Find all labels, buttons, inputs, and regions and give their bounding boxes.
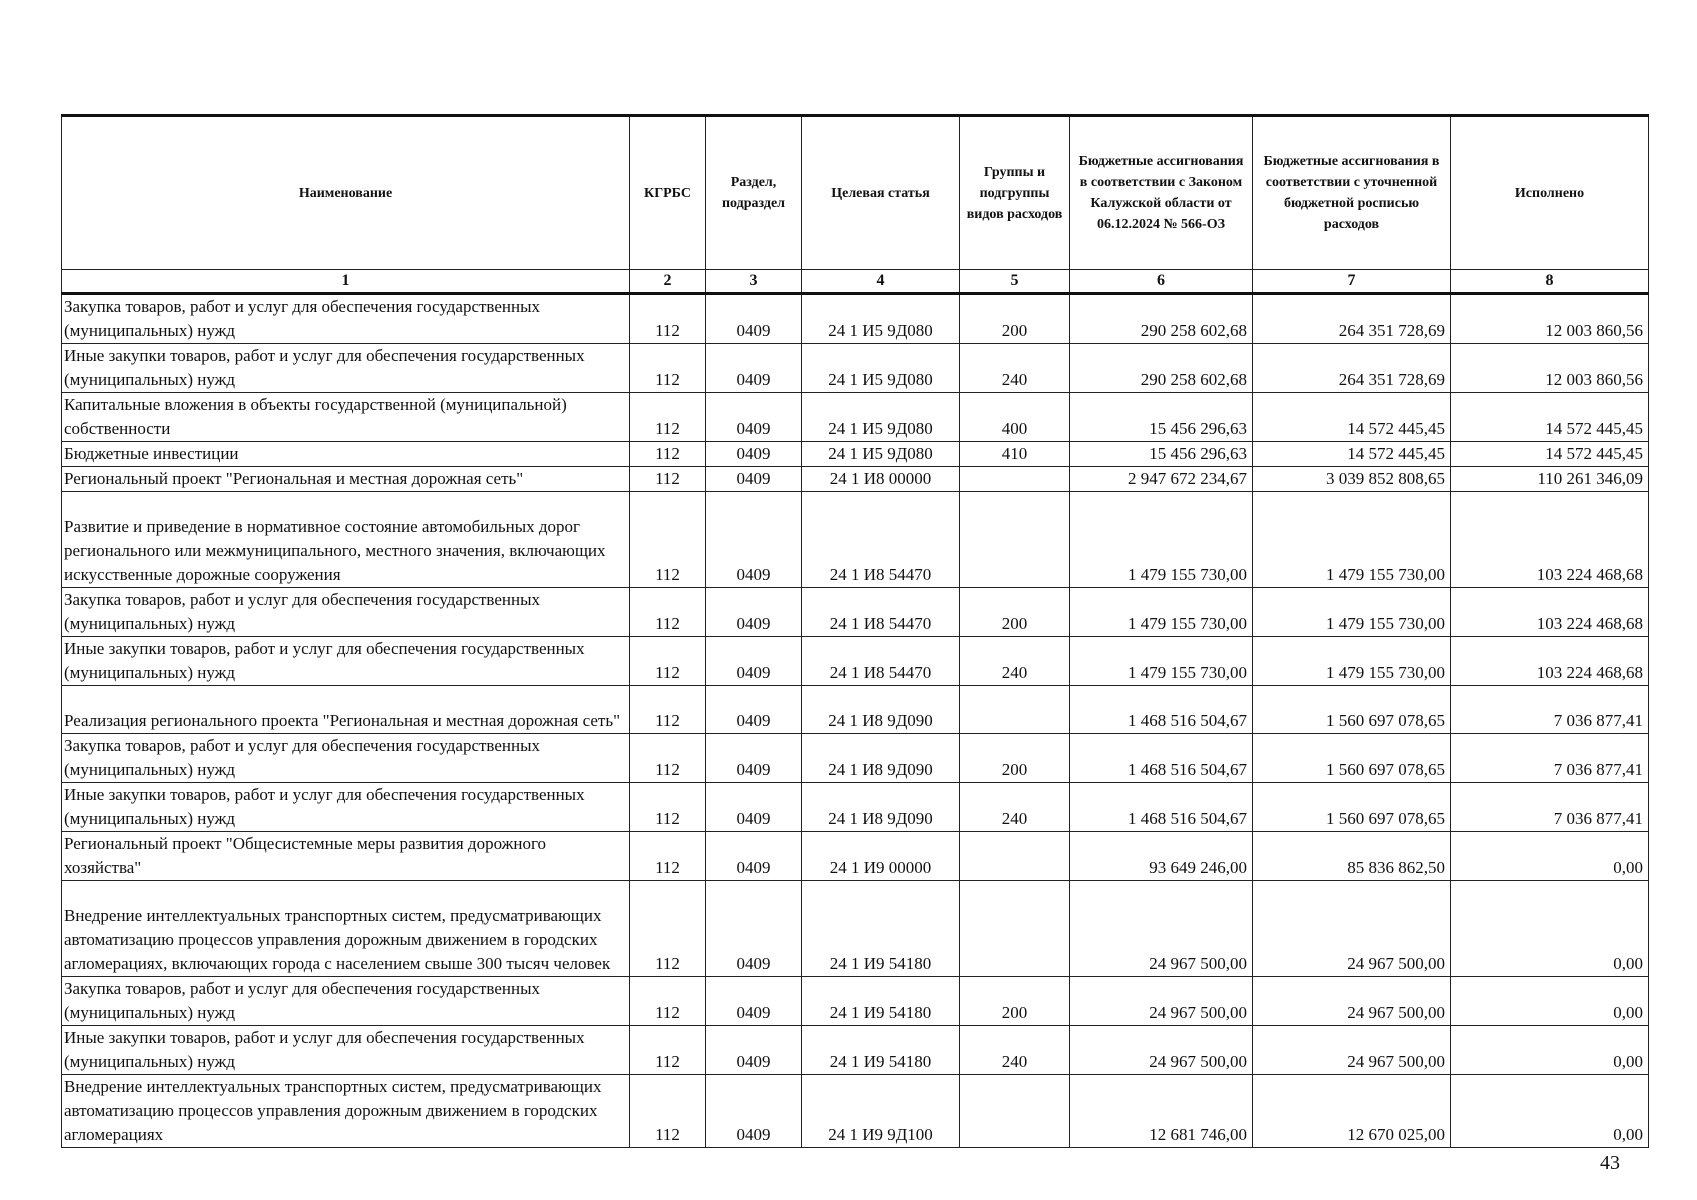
row-refined-amount: 264 351 728,69 xyxy=(1253,294,1451,344)
row-kgrbs: 112 xyxy=(630,467,706,492)
row-target-article: 24 1 И5 9Д080 xyxy=(802,344,960,393)
row-kgrbs: 112 xyxy=(630,881,706,977)
row-name: Закупка товаров, работ и услуг для обеспечения государственных (муниципальных) нужд xyxy=(62,588,630,637)
row-executed-amount: 0,00 xyxy=(1451,1075,1649,1148)
row-kgrbs: 112 xyxy=(630,294,706,344)
table-row xyxy=(62,686,1649,734)
row-refined-amount: 24 967 500,00 xyxy=(1253,881,1451,977)
table-row xyxy=(62,492,1649,588)
row-refined-amount: 3 039 852 808,65 xyxy=(1253,467,1451,492)
table-row xyxy=(62,832,1649,881)
row-expense-group xyxy=(960,686,1070,734)
row-law-amount: 290 258 602,68 xyxy=(1070,294,1253,344)
row-section: 0409 xyxy=(706,344,802,393)
row-section: 0409 xyxy=(706,393,802,442)
row-section: 0409 xyxy=(706,1075,802,1148)
row-law-amount: 24 967 500,00 xyxy=(1070,977,1253,1026)
row-name: Иные закупки товаров, работ и услуг для обеспечения государственных (муниципальных) нужд xyxy=(62,783,630,832)
header-name: Наименование xyxy=(62,116,630,270)
row-executed-amount: 103 224 468,68 xyxy=(1451,637,1649,686)
table-row xyxy=(62,442,1649,467)
row-law-amount: 93 649 246,00 xyxy=(1070,832,1253,881)
header-kgrbs: КГРБС xyxy=(630,116,706,270)
row-kgrbs: 112 xyxy=(630,734,706,783)
row-section: 0409 xyxy=(706,977,802,1026)
row-executed-amount: 12 003 860,56 xyxy=(1451,344,1649,393)
row-executed-amount: 14 572 445,45 xyxy=(1451,442,1649,467)
column-number: 3 xyxy=(706,270,802,294)
row-kgrbs: 112 xyxy=(630,588,706,637)
row-name: Иные закупки товаров, работ и услуг для обеспечения государственных (муниципальных) нужд xyxy=(62,1026,630,1075)
row-name: Капитальные вложения в объекты государственной (муниципальной) собственности xyxy=(62,393,630,442)
row-target-article: 24 1 И8 9Д090 xyxy=(802,734,960,783)
table-row xyxy=(62,783,1649,832)
row-kgrbs: 112 xyxy=(630,977,706,1026)
row-name: Региональный проект "Региональная и местная дорожная сеть" xyxy=(62,467,630,492)
header-section: Раздел, подраздел xyxy=(706,116,802,270)
row-target-article: 24 1 И8 9Д090 xyxy=(802,783,960,832)
row-executed-amount: 7 036 877,41 xyxy=(1451,783,1649,832)
row-name: Реализация регионального проекта "Региональная и местная дорожная сеть" xyxy=(62,686,630,734)
row-kgrbs: 112 xyxy=(630,393,706,442)
row-section: 0409 xyxy=(706,832,802,881)
row-section: 0409 xyxy=(706,294,802,344)
row-executed-amount: 7 036 877,41 xyxy=(1451,734,1649,783)
row-section: 0409 xyxy=(706,734,802,783)
row-law-amount: 290 258 602,68 xyxy=(1070,344,1253,393)
table-row xyxy=(62,977,1649,1026)
row-section: 0409 xyxy=(706,783,802,832)
row-refined-amount: 14 572 445,45 xyxy=(1253,393,1451,442)
row-kgrbs: 112 xyxy=(630,1075,706,1148)
row-executed-amount: 0,00 xyxy=(1451,832,1649,881)
row-section: 0409 xyxy=(706,588,802,637)
row-kgrbs: 112 xyxy=(630,492,706,588)
row-executed-amount: 110 261 346,09 xyxy=(1451,467,1649,492)
budget-table xyxy=(61,114,1649,1148)
row-executed-amount: 7 036 877,41 xyxy=(1451,686,1649,734)
row-refined-amount: 12 670 025,00 xyxy=(1253,1075,1451,1148)
column-number: 5 xyxy=(960,270,1070,294)
header-refined-allocations: Бюджетные ассигнования в соответствии с уточненной бюджетной росписью расходов xyxy=(1253,116,1451,270)
table-row xyxy=(62,637,1649,686)
row-expense-group xyxy=(960,881,1070,977)
row-refined-amount: 1 479 155 730,00 xyxy=(1253,637,1451,686)
row-target-article: 24 1 И9 9Д100 xyxy=(802,1075,960,1148)
row-section: 0409 xyxy=(706,686,802,734)
row-law-amount: 12 681 746,00 xyxy=(1070,1075,1253,1148)
row-section: 0409 xyxy=(706,637,802,686)
column-number: 2 xyxy=(630,270,706,294)
row-kgrbs: 112 xyxy=(630,1026,706,1075)
row-target-article: 24 1 И8 00000 xyxy=(802,467,960,492)
column-number: 8 xyxy=(1451,270,1649,294)
row-expense-group xyxy=(960,467,1070,492)
row-executed-amount: 103 224 468,68 xyxy=(1451,492,1649,588)
row-target-article: 24 1 И9 54180 xyxy=(802,881,960,977)
table-row xyxy=(62,881,1649,977)
row-target-article: 24 1 И8 54470 xyxy=(802,492,960,588)
row-law-amount: 24 967 500,00 xyxy=(1070,881,1253,977)
row-kgrbs: 112 xyxy=(630,832,706,881)
row-kgrbs: 112 xyxy=(630,344,706,393)
row-name: Закупка товаров, работ и услуг для обеспечения государственных (муниципальных) нужд xyxy=(62,977,630,1026)
row-expense-group xyxy=(960,1075,1070,1148)
row-law-amount: 15 456 296,63 xyxy=(1070,442,1253,467)
table-row xyxy=(62,344,1649,393)
row-expense-group: 410 xyxy=(960,442,1070,467)
row-law-amount: 1 468 516 504,67 xyxy=(1070,783,1253,832)
column-number: 4 xyxy=(802,270,960,294)
row-section: 0409 xyxy=(706,492,802,588)
header-law-allocations: Бюджетные ассигнования в соответствии с Законом Калужской области от 06.12.2024 № 566-ОЗ xyxy=(1070,116,1253,270)
row-executed-amount: 14 572 445,45 xyxy=(1451,393,1649,442)
row-name: Закупка товаров, работ и услуг для обеспечения государственных (муниципальных) нужд xyxy=(62,294,630,344)
row-name: Внедрение интеллектуальных транспортных систем, предусматривающих автоматизацию процессов управления дорожным движением в городских агломерациях, включающих города с населением свыше 300 тысяч человек xyxy=(62,881,630,977)
row-name: Бюджетные инвестиции xyxy=(62,442,630,467)
table-header xyxy=(62,116,1649,294)
row-name: Иные закупки товаров, работ и услуг для обеспечения государственных (муниципальных) нужд xyxy=(62,637,630,686)
table-row xyxy=(62,1075,1649,1148)
row-target-article: 24 1 И8 9Д090 xyxy=(802,686,960,734)
row-expense-group: 240 xyxy=(960,344,1070,393)
row-target-article: 24 1 И5 9Д080 xyxy=(802,442,960,467)
row-expense-group: 200 xyxy=(960,588,1070,637)
table-row xyxy=(62,393,1649,442)
column-number: 6 xyxy=(1070,270,1253,294)
header-target-article: Целевая статья xyxy=(802,116,960,270)
page-number: 43 xyxy=(1600,1152,1620,1174)
row-target-article: 24 1 И8 54470 xyxy=(802,588,960,637)
row-target-article: 24 1 И9 00000 xyxy=(802,832,960,881)
row-section: 0409 xyxy=(706,881,802,977)
row-expense-group: 200 xyxy=(960,294,1070,344)
column-number-row xyxy=(62,270,1649,294)
row-law-amount: 1 468 516 504,67 xyxy=(1070,734,1253,783)
table-body xyxy=(62,294,1649,1148)
row-refined-amount: 1 479 155 730,00 xyxy=(1253,588,1451,637)
header-expense-groups: Группы и подгруппы видов расходов xyxy=(960,116,1070,270)
row-executed-amount: 0,00 xyxy=(1451,977,1649,1026)
row-section: 0409 xyxy=(706,442,802,467)
row-executed-amount: 0,00 xyxy=(1451,1026,1649,1075)
row-name: Иные закупки товаров, работ и услуг для обеспечения государственных (муниципальных) нужд xyxy=(62,344,630,393)
row-target-article: 24 1 И9 54180 xyxy=(802,977,960,1026)
table-row xyxy=(62,588,1649,637)
row-section: 0409 xyxy=(706,1026,802,1075)
row-refined-amount: 264 351 728,69 xyxy=(1253,344,1451,393)
row-name: Закупка товаров, работ и услуг для обеспечения государственных (муниципальных) нужд xyxy=(62,734,630,783)
row-name: Внедрение интеллектуальных транспортных систем, предусматривающих автоматизацию процессов управления дорожным движением в городских агломерациях xyxy=(62,1075,630,1148)
row-target-article: 24 1 И5 9Д080 xyxy=(802,393,960,442)
row-kgrbs: 112 xyxy=(630,783,706,832)
row-refined-amount: 1 560 697 078,65 xyxy=(1253,783,1451,832)
row-law-amount: 24 967 500,00 xyxy=(1070,1026,1253,1075)
row-law-amount: 2 947 672 234,67 xyxy=(1070,467,1253,492)
table-row xyxy=(62,294,1649,344)
row-expense-group xyxy=(960,832,1070,881)
row-law-amount: 1 479 155 730,00 xyxy=(1070,492,1253,588)
budget-table-container xyxy=(61,114,1648,1148)
row-executed-amount: 12 003 860,56 xyxy=(1451,294,1649,344)
row-expense-group: 240 xyxy=(960,783,1070,832)
row-name: Региональный проект "Общесистемные меры развития дорожного хозяйства" xyxy=(62,832,630,881)
row-target-article: 24 1 И8 54470 xyxy=(802,637,960,686)
row-expense-group: 240 xyxy=(960,637,1070,686)
row-law-amount: 1 479 155 730,00 xyxy=(1070,588,1253,637)
row-section: 0409 xyxy=(706,467,802,492)
row-law-amount: 1 468 516 504,67 xyxy=(1070,686,1253,734)
column-number: 1 xyxy=(62,270,630,294)
row-expense-group: 240 xyxy=(960,1026,1070,1075)
row-target-article: 24 1 И5 9Д080 xyxy=(802,294,960,344)
table-row xyxy=(62,467,1649,492)
row-refined-amount: 24 967 500,00 xyxy=(1253,977,1451,1026)
row-refined-amount: 14 572 445,45 xyxy=(1253,442,1451,467)
row-refined-amount: 1 479 155 730,00 xyxy=(1253,492,1451,588)
row-kgrbs: 112 xyxy=(630,637,706,686)
row-law-amount: 1 479 155 730,00 xyxy=(1070,637,1253,686)
row-expense-group: 200 xyxy=(960,977,1070,1026)
row-refined-amount: 24 967 500,00 xyxy=(1253,1026,1451,1075)
row-executed-amount: 0,00 xyxy=(1451,881,1649,977)
row-executed-amount: 103 224 468,68 xyxy=(1451,588,1649,637)
table-row xyxy=(62,734,1649,783)
header-executed: Исполнено xyxy=(1451,116,1649,270)
row-expense-group: 200 xyxy=(960,734,1070,783)
table-row xyxy=(62,1026,1649,1075)
row-refined-amount: 1 560 697 078,65 xyxy=(1253,686,1451,734)
row-refined-amount: 1 560 697 078,65 xyxy=(1253,734,1451,783)
row-expense-group: 400 xyxy=(960,393,1070,442)
column-number: 7 xyxy=(1253,270,1451,294)
row-expense-group xyxy=(960,492,1070,588)
row-kgrbs: 112 xyxy=(630,442,706,467)
row-refined-amount: 85 836 862,50 xyxy=(1253,832,1451,881)
row-kgrbs: 112 xyxy=(630,686,706,734)
row-law-amount: 15 456 296,63 xyxy=(1070,393,1253,442)
row-name: Развитие и приведение в нормативное состояние автомобильных дорог регионального или межмуниципального, местного значения, включающих искусственные дорожные сооружения xyxy=(62,492,630,588)
row-target-article: 24 1 И9 54180 xyxy=(802,1026,960,1075)
